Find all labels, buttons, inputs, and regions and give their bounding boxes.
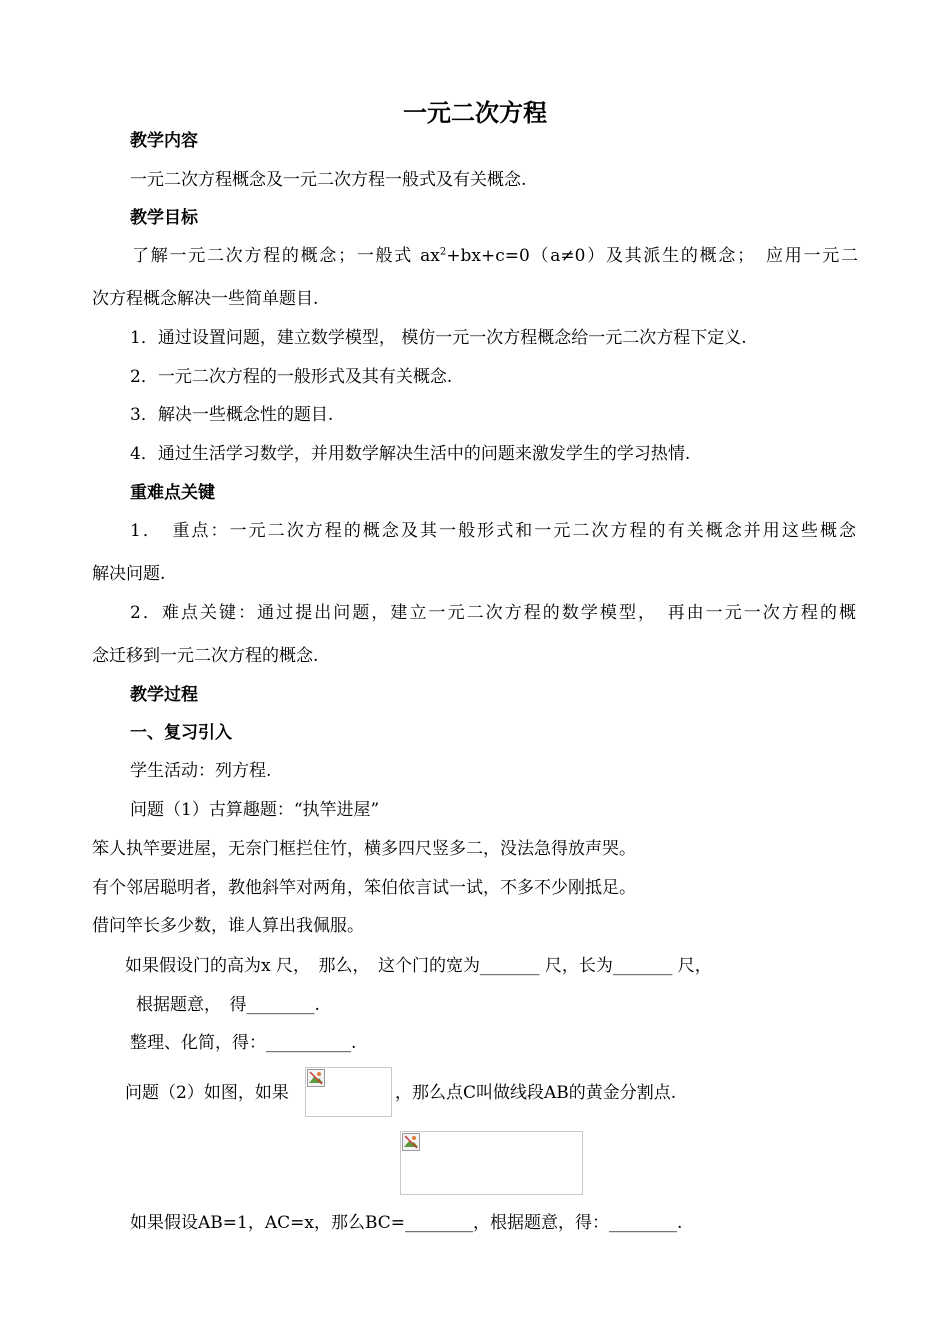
- goals-text-a: 了解一元二次方程的概念；一般式 ax: [132, 246, 440, 266]
- by-meaning-line: 根据题意， 得________.: [136, 995, 320, 1015]
- poem-line-2: 有个邻居聪明者，教他斜竿对两角，笨伯依言试一试，不多不少刚抵足。: [92, 878, 636, 898]
- heading-teaching-goals: 教学目标: [130, 208, 198, 228]
- goal-item-3: 3．解决一些概念性的题目.: [130, 405, 334, 425]
- key-point-2-continued: 念迁移到一元二次方程的概念.: [92, 646, 319, 666]
- key-point-1-continued: 解决问题.: [92, 564, 166, 584]
- teaching-content-text: 一元二次方程概念及一元二次方程一般式及有关概念.: [130, 170, 527, 190]
- page-title: 一元二次方程: [403, 99, 547, 127]
- segment-figure-image: [400, 1131, 583, 1195]
- simplify-line: 整理、化简，得：__________.: [130, 1033, 357, 1053]
- heading-teaching-content: 教学内容: [130, 131, 198, 151]
- goals-paragraph: [132, 245, 858, 267]
- key-point-2: 2．难点关键：通过提出问题，建立一元二次方程的数学模型， 再由一元一次方程的概: [130, 603, 856, 623]
- question-1: 问题（1）古算趣题：“执竿进屋”: [130, 800, 380, 820]
- broken-image-icon: [307, 1069, 325, 1087]
- student-activity: 学生活动：列方程.: [130, 761, 272, 781]
- key-point-1: 1． 重点：一元二次方程的概念及其一般形式和一元二次方程的有关概念并用这些概念: [130, 521, 856, 541]
- poem-line-3: 借问竿长多少数，谁人算出我佩服。: [92, 916, 364, 936]
- heading-key-points: 重难点关键: [130, 483, 215, 503]
- assumption-line: 如果假设门的高为x 尺， 那么， 这个门的宽为_______ 尺，长为_______ 尺，: [125, 956, 712, 976]
- goals-text-b: +bx+c=0（a≠0）及其派生的概念； 应用一元二: [446, 246, 858, 266]
- final-question-line: 如果假设AB=1，AC=x，那么BC=________，根据题意，得：________.: [130, 1213, 683, 1233]
- goal-item-2: 2．一元二次方程的一般形式及其有关概念.: [130, 367, 453, 387]
- goal-item-4: 4．通过生活学习数学，并用数学解决生活中的问题来激发学生的学习热情.: [130, 444, 691, 464]
- goals-superscript: 2: [439, 246, 447, 258]
- goals-paragraph-continued: 次方程概念解决一些简单题目.: [92, 289, 319, 309]
- heading-review-intro: 一、复习引入: [130, 723, 232, 743]
- heading-teaching-process: 教学过程: [130, 685, 198, 705]
- broken-image-icon: [402, 1133, 420, 1151]
- goal-item-1: 1．通过设置问题，建立数学模型， 模仿一元一次方程概念给一元二次方程下定义.: [130, 328, 747, 348]
- inline-formula-image: [305, 1067, 392, 1117]
- question-2-end: ，那么点C叫做线段AB的黄金分割点.: [395, 1083, 677, 1103]
- question-2-start: 问题（2）如图，如果: [125, 1083, 289, 1103]
- poem-line-1: 笨人执竿要进屋，无奈门框拦住竹，横多四尺竖多二，没法急得放声哭。: [92, 839, 636, 859]
